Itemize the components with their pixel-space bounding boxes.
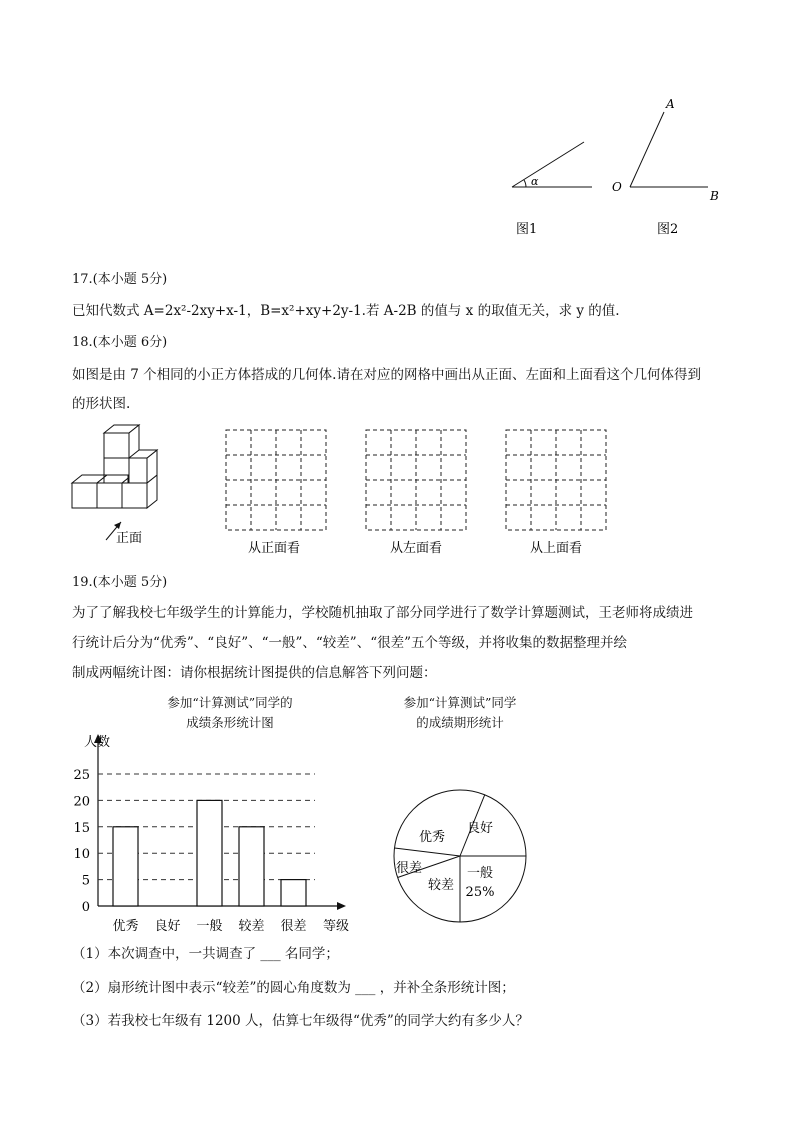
alpha-label: α — [531, 175, 539, 188]
cube-front-face — [104, 433, 129, 458]
front-label: 正面 — [116, 531, 143, 546]
bar-chart-bars — [113, 800, 306, 906]
bar-title-line2: 成绩条形统计图 — [186, 715, 274, 730]
point-O-label: O — [612, 180, 622, 194]
grid-label-front: 从正面看 — [248, 541, 301, 556]
pie-title-line2: 的成绩期形统计 — [416, 715, 504, 730]
pie-title-line1: 参加“计算测试”同学 — [403, 695, 517, 710]
y-tick-label: 15 — [73, 820, 90, 836]
q19-body-line1: 为了了解我校七年级学生的计算能力，学校随机抽取了部分同学进行了数学计算题测试，王老师将成绩进 — [72, 605, 693, 621]
cube-front-face — [97, 483, 122, 508]
cube-solid-figure — [66, 420, 166, 550]
fig1-angle-arc — [524, 180, 526, 187]
y-tick-label: 20 — [73, 794, 90, 810]
q18-body-line2: 的形状图. — [72, 396, 131, 412]
y-tick-label: 0 — [81, 900, 90, 915]
x-category-label: 一般 — [196, 919, 223, 934]
pie-chart — [385, 782, 535, 932]
x-axis-arrow — [337, 902, 346, 910]
cube-front-face — [72, 483, 97, 508]
q19-body-line3: 制成两幅统计图：请你根据统计图提供的信息解答下列问题： — [72, 665, 437, 681]
y-tick-label: 5 — [81, 873, 90, 889]
pie-label: 较差 — [427, 878, 455, 893]
q19-heading: 19.(本小题 5分) — [72, 575, 168, 590]
grid-top-view[interactable] — [506, 430, 606, 530]
pie-label: 很差 — [395, 861, 423, 876]
y-tick-label: 10 — [73, 847, 90, 863]
front-arrow-head — [114, 522, 121, 529]
bar-chart — [60, 730, 360, 940]
x-category-label: 优秀 — [112, 919, 139, 934]
x-category-label: 较差 — [238, 919, 265, 934]
bar-3 — [197, 800, 222, 906]
pie-label: 一般 — [466, 866, 494, 881]
q19-sub1: （1）本次调查中，一共调查了 ___ 名同学； — [72, 946, 339, 962]
angle-figures — [500, 90, 740, 250]
pie-label: 优秀 — [418, 830, 446, 845]
x-category-label: 良好 — [154, 919, 181, 934]
x-category-label: 很差 — [280, 919, 307, 934]
fig2-ray-OA — [630, 112, 664, 187]
bar-title-line1: 参加“计算测试”同学的 — [167, 695, 293, 710]
cube-front-face — [122, 483, 147, 508]
bar-5 — [281, 880, 306, 906]
fig1-caption: 图1 — [516, 222, 538, 237]
cube-front-face — [104, 458, 129, 475]
q19-sub2: （2）扇形统计图中表示“较差”的圆心角度数为 ___ ，并补全条形统计图； — [72, 980, 515, 996]
grid-label-top: 从上面看 — [530, 541, 583, 556]
q19-body-line2: 行统计后分为“优秀”、“良好”、“一般”、“较差”、“很差”五个等级，并将收集的数据整理并绘 — [72, 635, 628, 651]
cube-front-face — [128, 458, 147, 483]
grid-label-left: 从左面看 — [390, 541, 443, 556]
pie-percent-label: 25% — [465, 885, 495, 900]
fig2-caption: 图2 — [657, 222, 679, 237]
view-grids — [220, 428, 620, 560]
bar-4 — [239, 827, 264, 906]
grid-front-view[interactable] — [226, 430, 326, 530]
q17-heading: 17.(本小题 5分) — [72, 272, 168, 287]
bar-chart-title — [150, 694, 310, 732]
fig1-ray-slanted — [512, 142, 584, 187]
bar-chart-categories — [112, 918, 306, 934]
q17-body: 已知代数式 A=2x²-2xy+x-1，B=x²+xy+2y-1.若 A-2B 的值与 x 的取值无关，求 y 的值. — [72, 303, 620, 319]
bar-chart-xlabel: 等级 — [323, 919, 350, 934]
q18-body-line1: 如图是由 7 个相同的小正方体搭成的几何体.请在对应的网格中画出从正面、左面和上面看这个几何体得到 — [72, 367, 701, 383]
point-A-label: A — [666, 97, 675, 111]
pie-chart-title — [380, 694, 540, 732]
bar-chart-ylabel: 人数 — [84, 735, 111, 750]
q19-sub3: （3）若我校七年级有 1200 人，估算七年级得“优秀”的同学大约有多少人？ — [72, 1013, 529, 1029]
pie-label: 良好 — [466, 821, 494, 836]
bar-1 — [113, 827, 138, 906]
bar-chart-ticks — [73, 768, 90, 915]
q18-heading: 18.(本小题 6分) — [72, 335, 168, 350]
grid-left-view[interactable] — [366, 430, 466, 530]
point-B-label: B — [710, 189, 719, 203]
y-tick-label: 25 — [73, 768, 90, 783]
